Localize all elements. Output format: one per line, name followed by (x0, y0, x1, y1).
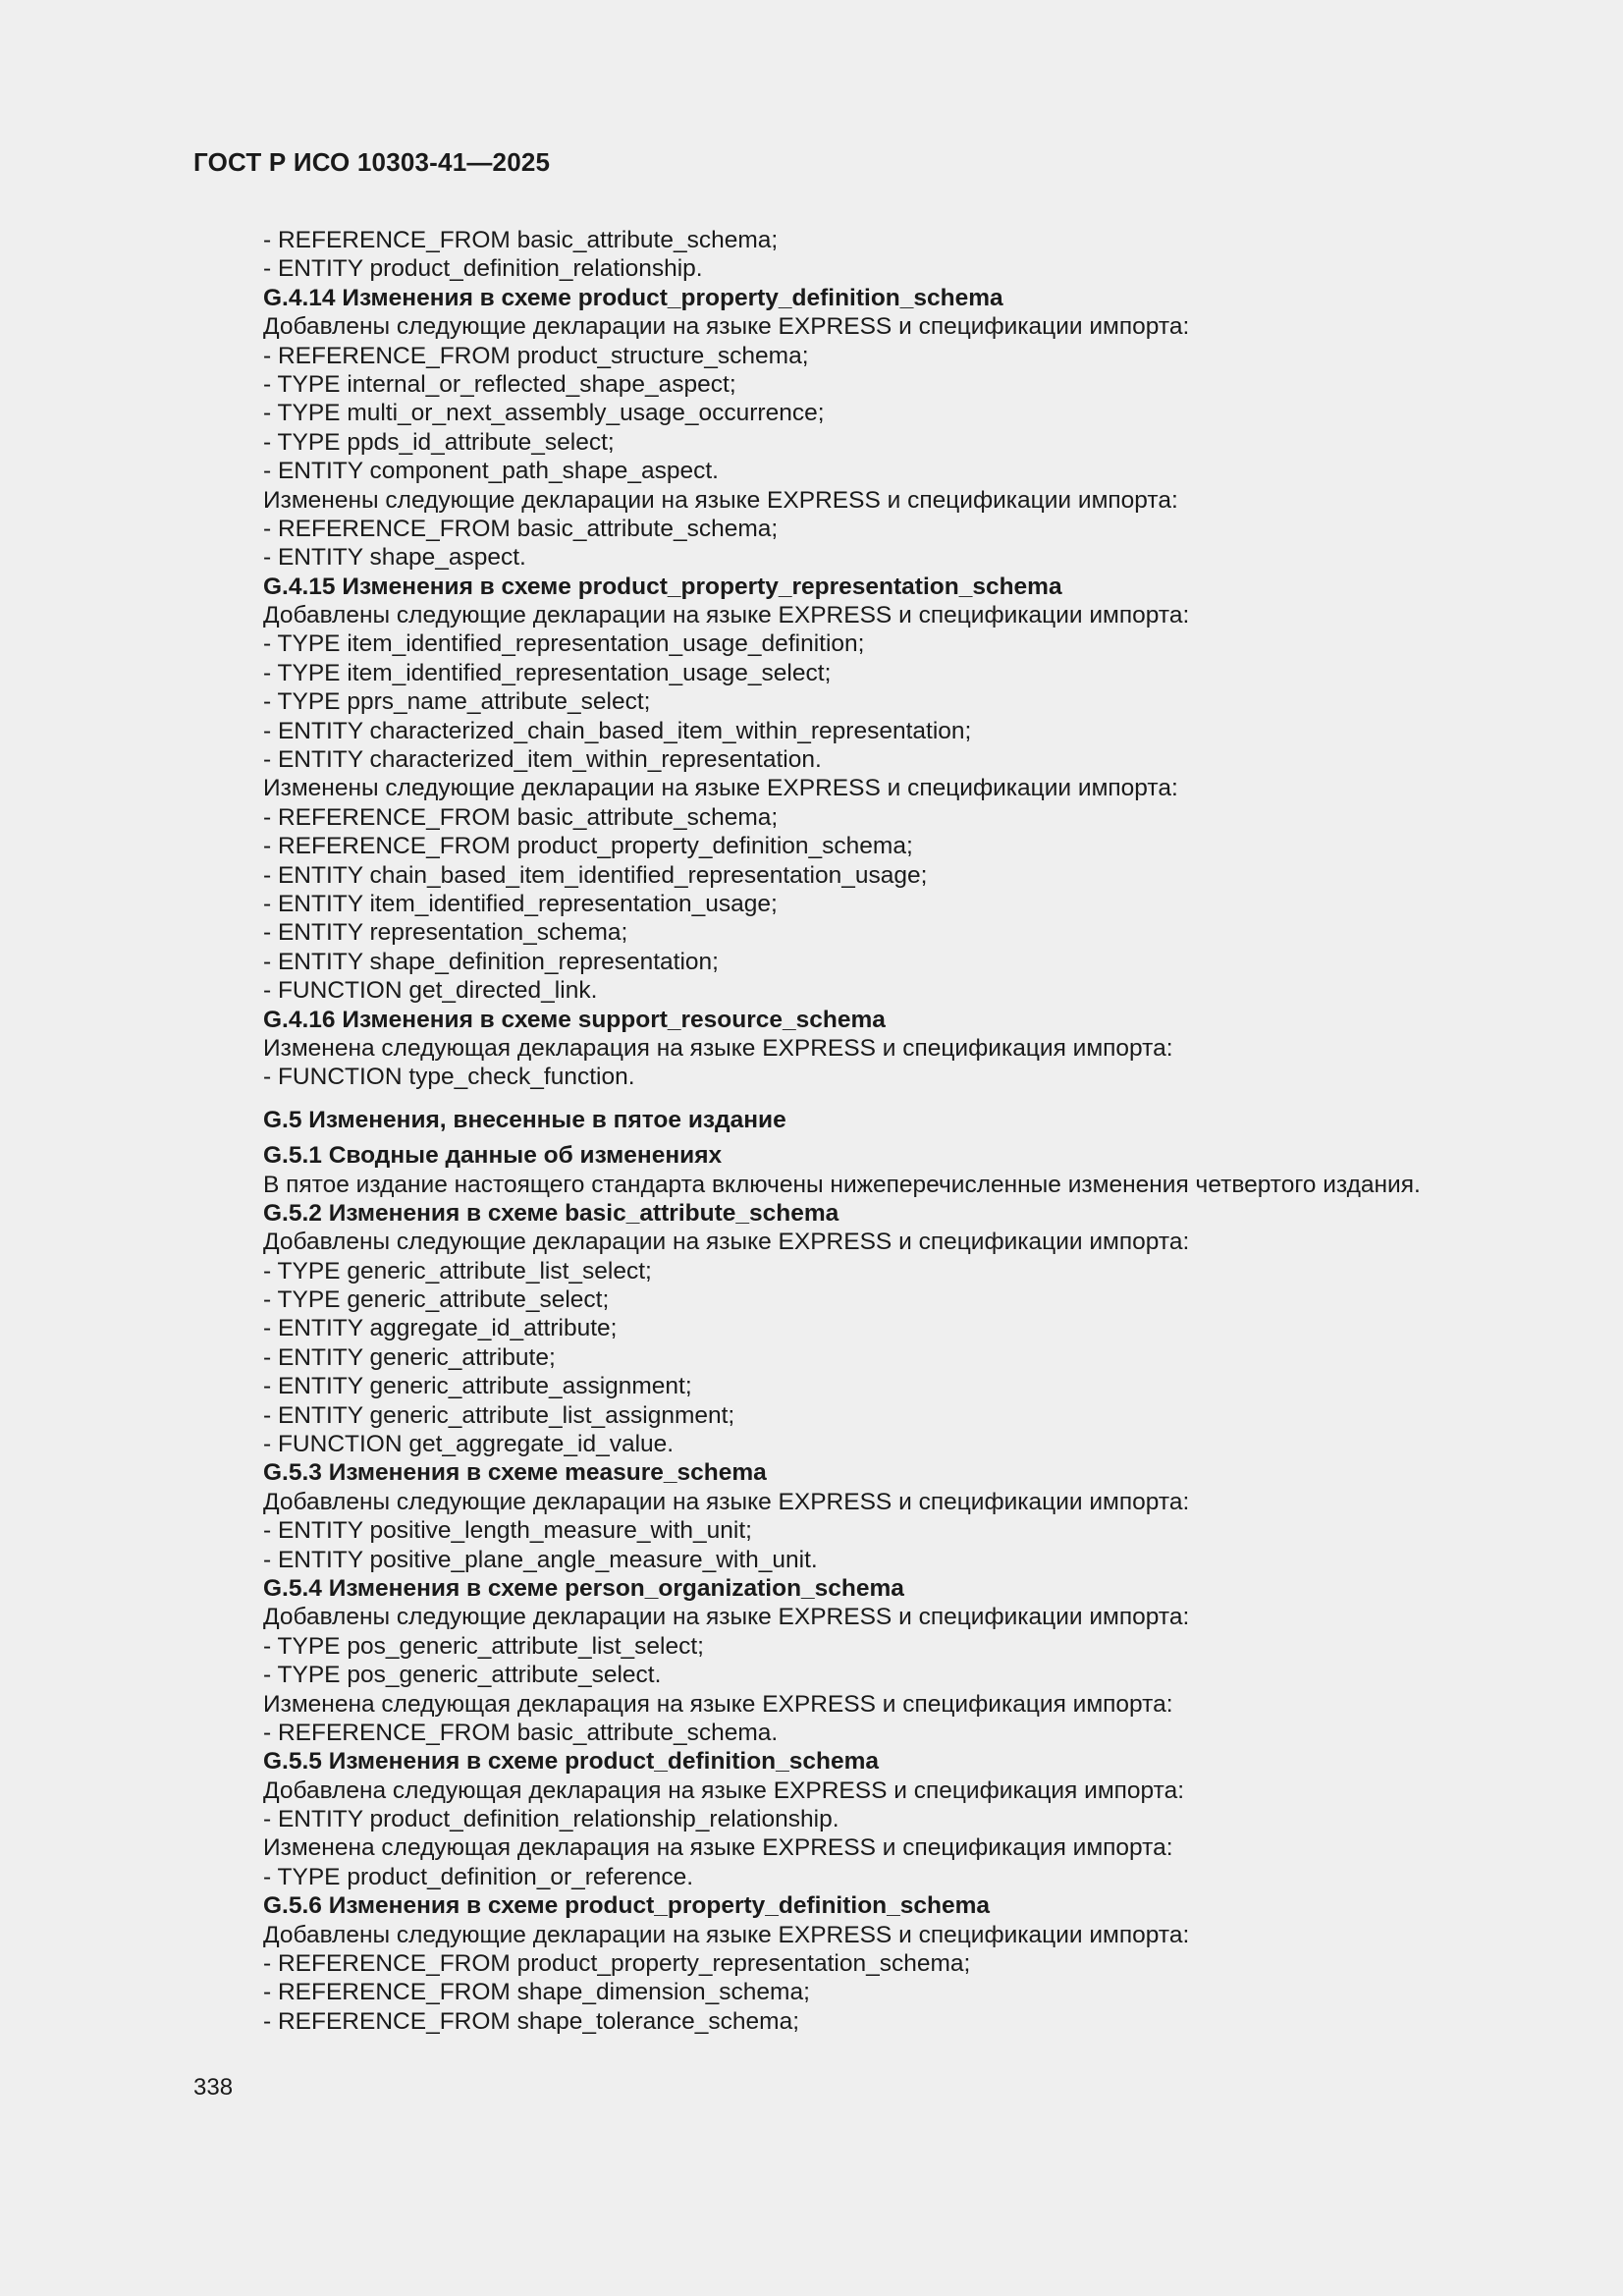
text-line: Добавлена следующая декларация на языке EXPRESS и спецификация импорта: (263, 1777, 1185, 1804)
text-line: - ENTITY positive_plane_angle_measure_with_unit. (263, 1546, 818, 1573)
text-line: Изменена следующая декларация на языке EXPRESS и спецификация импорта: (263, 1690, 1173, 1718)
text-line: - REFERENCE_FROM basic_attribute_schema. (263, 1719, 779, 1746)
text-line: - ENTITY product_definition_relationship. (263, 255, 703, 283)
text-line: - FUNCTION get_directed_link. (263, 977, 598, 1005)
text-line: - FUNCTION get_aggregate_id_value. (263, 1431, 675, 1458)
spacer (263, 1092, 1540, 1106)
text-line: - TYPE item_identified_representation_usage_definition; (263, 630, 865, 658)
section-heading: G.5.1 Сводные данные об изменениях (263, 1142, 723, 1170)
text-line: - TYPE item_identified_representation_usage_select; (263, 659, 832, 686)
text-line: - REFERENCE_FROM shape_dimension_schema; (263, 1979, 810, 2006)
text-line: - ENTITY generic_attribute_assignment; (263, 1373, 692, 1400)
text-line: - REFERENCE_FROM product_structure_schema; (263, 342, 809, 369)
text-line: - ENTITY characterized_chain_based_item_within_representation; (263, 717, 972, 744)
text-line: - ENTITY shape_aspect. (263, 544, 526, 572)
text-line: - REFERENCE_FROM product_property_definition_schema; (263, 833, 913, 860)
text-line: - FUNCTION type_check_function. (263, 1064, 635, 1091)
text-line: - ENTITY shape_definition_representation; (263, 948, 719, 975)
text-line: Добавлены следующие декларации на языке EXPRESS и спецификации импорта: (263, 313, 1190, 341)
section-heading: G.5.5 Изменения в схеме product_definition_schema (263, 1748, 879, 1776)
text-line: - TYPE pos_generic_attribute_select. (263, 1662, 662, 1689)
text-line: Добавлены следующие декларации на языке EXPRESS и спецификации импорта: (263, 1488, 1190, 1515)
text-line: Добавлены следующие декларации на языке EXPRESS и спецификации импорта: (263, 1604, 1190, 1631)
section-heading: G.5.4 Изменения в схеме person_organization_schema (263, 1574, 904, 1602)
text-line: - REFERENCE_FROM basic_attribute_schema; (263, 803, 779, 831)
section-heading: G.4.15 Изменения в схеме product_property_representation_schema (263, 573, 1062, 600)
text-line: - ENTITY item_identified_representation_usage; (263, 890, 778, 917)
text-line: - TYPE pos_generic_attribute_list_select; (263, 1632, 704, 1660)
text-line: - ENTITY chain_based_item_identified_representation_usage; (263, 861, 928, 889)
text-line: - ENTITY generic_attribute; (263, 1343, 556, 1371)
section-heading: G.4.16 Изменения в схеме support_resource_schema (263, 1006, 886, 1033)
text-line: - TYPE generic_attribute_select; (263, 1286, 610, 1314)
text-line: Изменена следующая декларация на языке EXPRESS и спецификация импорта: (263, 1834, 1173, 1862)
text-line: - ENTITY product_definition_relationship_relationship. (263, 1806, 839, 1833)
text-line: - REFERENCE_FROM product_property_representation_schema; (263, 1950, 971, 1978)
page-number: 338 (193, 2074, 234, 2101)
text-line: - ENTITY generic_attribute_list_assignment; (263, 1401, 735, 1429)
text-line: - ENTITY representation_schema; (263, 919, 628, 947)
section-heading: G.5.3 Изменения в схеме measure_schema (263, 1459, 767, 1487)
text-line: - TYPE ppds_id_attribute_select; (263, 428, 615, 456)
text-line: - ENTITY aggregate_id_attribute; (263, 1315, 618, 1342)
spacer (263, 1134, 1540, 1141)
section-heading: G.5 Изменения, внесенные в пятое издание (263, 1106, 786, 1133)
text-line: В пятое издание настоящего стандарта включены нижеперечисленные изменения четвертого издания. (263, 1171, 1421, 1198)
text-line: - ENTITY positive_length_measure_with_unit; (263, 1517, 752, 1545)
text-line: Изменены следующие декларации на языке EXPRESS и спецификации импорта: (263, 486, 1178, 514)
text-line: Добавлены следующие декларации на языке EXPRESS и спецификации импорта: (263, 1921, 1190, 1948)
text-line: - ENTITY characterized_item_within_representation. (263, 746, 822, 774)
text-line: Изменена следующая декларация на языке EXPRESS и спецификация импорта: (263, 1034, 1173, 1062)
text-line: - TYPE multi_or_next_assembly_usage_occurrence; (263, 400, 825, 427)
text-line: - TYPE internal_or_reflected_shape_aspect; (263, 370, 736, 398)
document-body (263, 226, 1540, 2036)
text-line: - REFERENCE_FROM basic_attribute_schema; (263, 515, 779, 542)
text-line: - REFERENCE_FROM shape_tolerance_schema; (263, 2007, 800, 2035)
text-line: Добавлены следующие декларации на языке EXPRESS и спецификации импорта: (263, 602, 1190, 629)
document-header: ГОСТ Р ИСО 10303-41—2025 (193, 147, 551, 177)
section-heading: G.5.2 Изменения в схеме basic_attribute_schema (263, 1199, 839, 1227)
text-line: Изменены следующие декларации на языке EXPRESS и спецификации импорта: (263, 775, 1178, 802)
text-line: - REFERENCE_FROM basic_attribute_schema; (263, 227, 779, 253)
text-line: - TYPE pprs_name_attribute_select; (263, 688, 651, 716)
text-line: - TYPE generic_attribute_list_select; (263, 1257, 652, 1285)
section-heading: G.4.14 Изменения в схеме product_property_definition_schema (263, 284, 1003, 311)
text-line: - TYPE product_definition_or_reference. (263, 1863, 694, 1890)
text-line: Добавлены следующие декларации на языке EXPRESS и спецификации импорта: (263, 1229, 1190, 1256)
text-line: - ENTITY component_path_shape_aspect. (263, 458, 719, 485)
section-heading: G.5.6 Изменения в схеме product_property_definition_schema (263, 1892, 991, 1920)
